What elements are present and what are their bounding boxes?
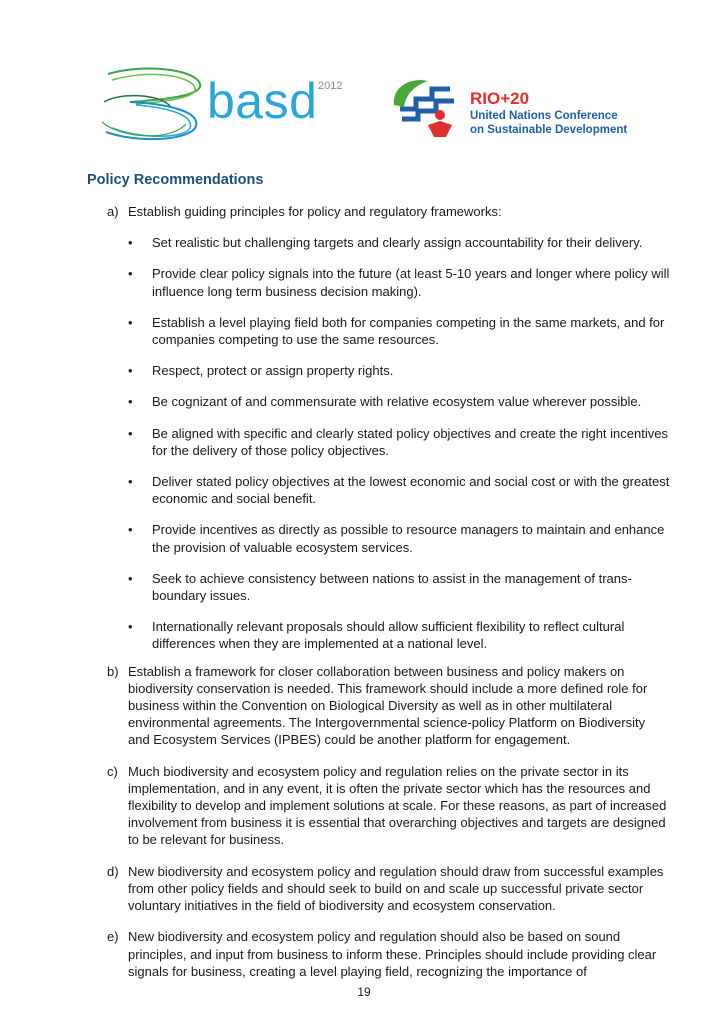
list-item-text: Set realistic but challenging targets and clearly assign accountability for their delivery. — [152, 235, 643, 251]
list-item-text: Be aligned with specific and clearly stated policy objectives and create the right incentives for the delivery of those policy objectives. — [152, 425, 668, 458]
recommendation-text: Establish guiding principles for policy and regulatory frameworks: — [128, 204, 502, 219]
list-marker: c) — [107, 763, 118, 779]
recommendation-b — [90, 663, 670, 749]
basd-logo — [100, 62, 360, 147]
rio20-logo — [388, 75, 638, 145]
list-item-text: Provide clear policy signals into the future (at least 5-10 years and longer where policy will influence long term business decision making). — [152, 266, 670, 299]
list-marker: e) — [107, 929, 119, 945]
bullet-icon: • — [128, 619, 133, 635]
list-item — [128, 265, 670, 299]
list-item-text: Seek to achieve consistency between nations to assist in the management of trans-boundary issues. — [152, 570, 632, 604]
recommendation-c — [90, 763, 670, 849]
list-item — [128, 618, 670, 652]
list-item-text: Provide incentives as directly as possible to resource managers to maintain and enhance the provision of valuable ecosystem services. — [152, 522, 665, 555]
basd-swirl-icon — [100, 62, 210, 147]
basd-logo-text: basd — [207, 73, 318, 129]
bullet-icon: • — [128, 363, 133, 379]
rio20-subtitle-line1: United Nations Conference — [470, 110, 618, 122]
rio20-emblem-icon — [388, 75, 468, 145]
recommendation-text: Much biodiversity and ecosystem policy and regulation relies on the private sector in its implementation, and in any event, it is often the private sector which has the resources and flexibility to develop and implement solutions at scale. For these reasons, as part of increased involvement from business it is essential that overarching objectives and targets are designed to be relevant for business. — [128, 763, 667, 848]
recommendation-text: New biodiversity and ecosystem policy and regulation should also be based on sound principles, and input from business to inform these. Principles should include providing clear signals for business, creating a level playing field, recognizing the importance of — [128, 929, 657, 979]
list-item-text: Deliver stated policy objectives at the lowest economic and social cost or with the greatest economic and social benefit. — [152, 474, 670, 507]
bullet-icon: • — [128, 474, 133, 490]
bullet-icon: • — [128, 425, 133, 441]
list-item-text: Be cognizant of and commensurate with relative ecosystem value wherever possible. — [152, 394, 642, 410]
recommendation-text: New biodiversity and ecosystem policy and regulation should draw from successful examples from other policy fields and should seek to build on and scale up successful private sector voluntary initiatives in the field of biodiversity and ecosystem conservation. — [128, 863, 664, 914]
bullet-icon: • — [128, 394, 133, 410]
recommendations-list — [90, 203, 670, 994]
recommendation-text: Establish a framework for closer collaboration between business and policy makers on biodiversity conservation is needed. This framework should include a more defined role for business within the Convention on Biological Diversity as well as in other multilateral environmental agreements. The Intergovernmental science-policy Platform on Biodiversity and Ecosystem Services (IPBES) could be another platform for engagement. — [128, 663, 648, 748]
bullet-icon: • — [128, 570, 133, 586]
list-item — [128, 521, 670, 555]
list-item — [128, 570, 670, 604]
list-item — [128, 314, 670, 348]
rio20-subtitle-line2: on Sustainable Development — [470, 124, 628, 136]
list-item-text: Respect, protect or assign property rights. — [152, 363, 394, 379]
list-item — [128, 234, 670, 251]
list-item-text: Internationally relevant proposals should allow sufficient flexibility to reflect cultural differences when they are implemented at a national level. — [152, 619, 625, 652]
bullet-icon: • — [128, 314, 133, 330]
list-item — [128, 473, 670, 507]
page-number: 19 — [357, 985, 371, 999]
principles-list — [128, 234, 670, 652]
bullet-icon: • — [128, 522, 133, 538]
list-marker: a) — [107, 204, 119, 219]
list-item — [128, 393, 670, 410]
recommendation-e — [90, 928, 670, 980]
basd-logo-year: 2012 — [318, 80, 343, 92]
list-marker: b) — [107, 663, 119, 679]
section-heading: Policy Recommendations — [87, 172, 264, 188]
recommendation-d — [90, 863, 670, 915]
list-marker: d) — [107, 863, 119, 879]
recommendation-a — [90, 203, 670, 653]
rio20-title: RIO+20 — [470, 89, 530, 108]
rio20-subtitle — [470, 109, 627, 137]
list-item-text: Establish a level playing field both for companies competing in the same markets, and for companies competing to use the same resources. — [152, 314, 665, 348]
list-item — [128, 425, 670, 459]
bullet-icon: • — [128, 235, 133, 251]
list-item — [128, 362, 670, 379]
bullet-icon: • — [128, 266, 133, 282]
